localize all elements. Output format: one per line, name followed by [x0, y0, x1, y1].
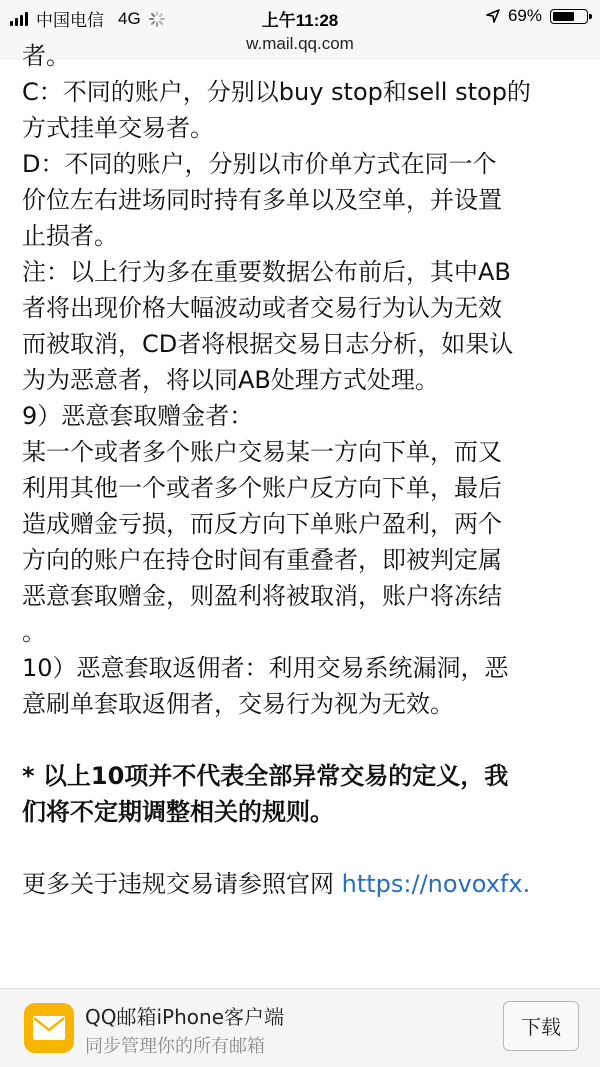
- text-line: 方式挂单交易者。: [22, 114, 214, 142]
- status-bar: [0, 0, 600, 34]
- text-line: 某一个或者多个账户交易某一方向下单，而又: [22, 438, 502, 466]
- text-line: 而被取消，CD者将根据交易日志分析，如果认: [22, 330, 514, 358]
- text-line: 意刷单套取返佣者，交易行为视为无效。: [22, 690, 454, 718]
- text-line: 为为恶意者，将以同AB处理方式处理。: [22, 366, 439, 394]
- battery-percent: 69%: [507, 6, 542, 25]
- text-line: 恶意套取赠金，则盈利将被取消，账户将冻结: [22, 582, 502, 610]
- text-line: D：不同的账户，分别以市价单方式在同一个: [22, 150, 497, 178]
- notice-line: * 以上10项并不代表全部异常交易的定义，我: [22, 762, 509, 790]
- status-right: [486, 6, 588, 26]
- text-line: C：不同的账户，分别以buy stop和sell stop的: [22, 78, 531, 106]
- carrier-name: 中国电信: [36, 11, 104, 30]
- status-time: 上午11:28: [261, 11, 339, 30]
- text-line: 方向的账户在持仓时间有重叠者，即被判定属: [22, 546, 502, 574]
- text-line: 者将出现价格大幅波动或者交易行为认为无效: [22, 294, 502, 322]
- more-info-line: [22, 866, 587, 902]
- notice-line: 们将不定期调整相关的规则。: [22, 798, 334, 826]
- network-type: 4G: [118, 8, 141, 28]
- spacer: [22, 830, 587, 866]
- download-button[interactable]: 下载: [503, 1001, 579, 1051]
- section-heading: 9）恶意套取赠金者：: [22, 402, 254, 430]
- battery-level: [553, 12, 574, 21]
- app-download-banner: [0, 988, 600, 1067]
- official-site-link[interactable]: https://novoxfx.: [341, 870, 531, 898]
- text-line: 注：以上行为多在重要数据公布前后，其中AB: [22, 258, 511, 286]
- text-line: 。: [22, 618, 46, 646]
- qq-mail-app-icon: [24, 1003, 74, 1053]
- text-line: 10）恶意套取返佣者：利用交易系统漏洞，恶: [22, 654, 509, 682]
- text-line: 者。: [22, 42, 70, 70]
- text-line: 止损者。: [22, 222, 118, 250]
- location-arrow-icon: [486, 9, 500, 23]
- text-line: 造成赠金亏损，而反方向下单账户盈利，两个: [22, 510, 502, 538]
- mail-envelope-icon: [32, 1015, 66, 1041]
- battery-icon: [550, 9, 588, 24]
- text-line: 利用其他一个或者多个账户反方向下单，最后: [22, 474, 502, 502]
- text-line: 价位左右进场同时持有多单以及空单，并设置: [22, 186, 502, 214]
- url-text: w.mail.qq.com: [246, 34, 354, 53]
- banner-subtitle: 同步管理你的所有邮箱: [85, 1036, 265, 1057]
- spacer: [22, 722, 587, 758]
- more-info-text: 更多关于违规交易请参照官网: [22, 870, 342, 898]
- banner-title: QQ邮箱iPhone客户端: [85, 1005, 284, 1029]
